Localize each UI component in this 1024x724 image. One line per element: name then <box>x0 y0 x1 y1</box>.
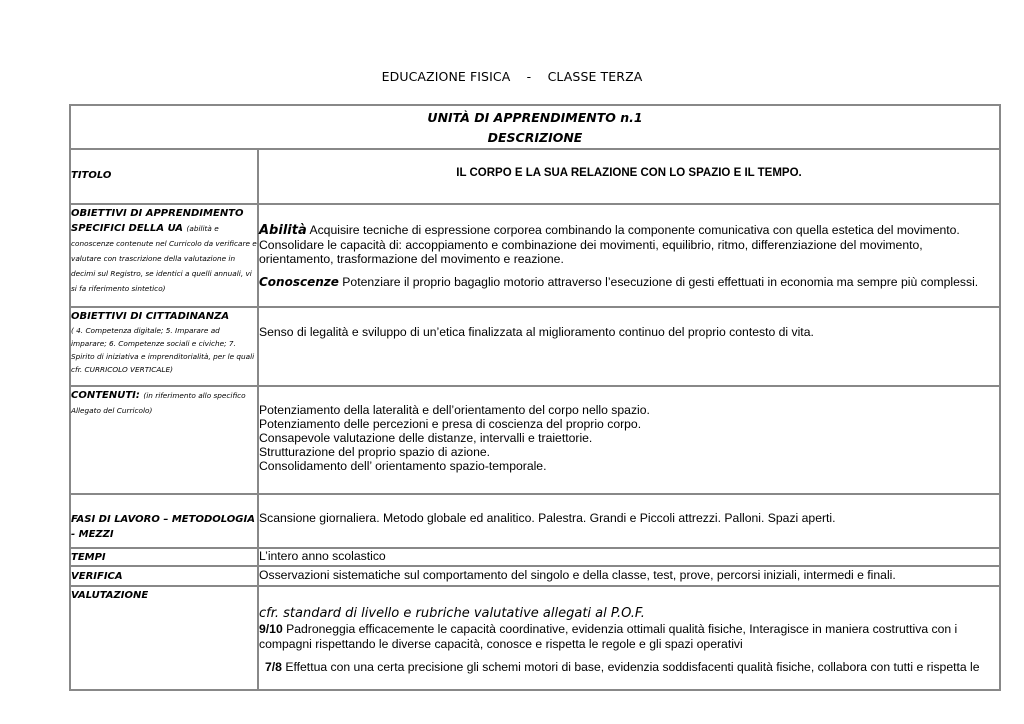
unit-title: UNITÀ DI APPRENDIMENTO n.1 <box>427 110 643 125</box>
obiettivi-label-cell <box>70 204 258 307</box>
fasi-label: FASI DI LAVORO – METODOLOGIA - MEZZI <box>70 494 258 548</box>
abilita-text: Acquisire tecniche di espressione corporea combinando la componente comunicativa con quella estetica del movimento. Consolidare le capacità di: accoppiamento e combinazione dei movimenti, equilibrio, ritmo, differenziazione del movimento, orientamento, trasformazione del movimento e reazione. <box>259 223 960 266</box>
grade-paragraph-7-8 <box>259 660 999 675</box>
obiettivi-content <box>258 204 1000 307</box>
conoscenze-text: Potenziare il proprio bagaglio motorio attraverso l’esecuzione di gesti effettuati in economia ma sempre più complessi. <box>342 275 979 289</box>
grade-7-8-text: Effettua con una certa precisione gli schemi motori di base, evidenzia soddisfacenti qualità fisiche, collabora con tutti e rispetta le <box>285 660 980 674</box>
verifica-label: VERIFICA <box>70 566 258 586</box>
unit-table <box>69 104 1001 691</box>
contenuti-label: CONTENUTI: <box>71 390 140 401</box>
contenuti-item: Strutturazione del proprio spazio di azione. <box>259 445 491 459</box>
contenuti-item: Potenziamento della lateralità e dell’orientamento del corpo nello spazio. <box>259 403 650 417</box>
unit-header-cell <box>70 105 1000 149</box>
obiettivi-label: OBIETTIVI DI APPRENDIMENTO SPECIFICI DELLA UA <box>71 208 244 234</box>
contenuti-label-cell <box>70 386 258 494</box>
title-separator: - <box>526 69 532 84</box>
tempi-row <box>70 548 1000 566</box>
class-title: CLASSE TERZA <box>547 69 643 84</box>
grade-9-10: 9/10 <box>259 622 283 636</box>
cittadinanza-label-cell <box>70 307 258 386</box>
abilita-label: Abilità <box>259 223 307 238</box>
unit-header-row <box>70 105 1000 149</box>
titolo-row <box>70 149 1000 204</box>
verifica-row <box>70 566 1000 586</box>
cittadinanza-note: ( 4. Competenza digitale; 5. Imparare ad imparare; 6. Competenze sociali e civiche; 7. Spirito di iniziativa e imprenditorialità, per le quali cfr. CURRICOLO VERTICALE) <box>71 326 255 374</box>
subject-title: EDUCAZIONE FISICA <box>381 69 511 84</box>
titolo-value: IL CORPO E LA SUA RELAZIONE CON LO SPAZIO E IL TEMPO. <box>258 149 1000 204</box>
abilita-paragraph <box>259 223 999 266</box>
valutazione-label: VALUTAZIONE <box>70 586 258 690</box>
conoscenze-label: Conoscenze <box>259 275 339 289</box>
valutazione-row <box>70 586 1000 690</box>
grade-paragraph-9-10 <box>259 622 999 652</box>
verifica-value: Osservazioni sistematiche sul comportamento del singolo e della classe, test, prove, percorsi iniziali, intermedi e finali. <box>258 566 1000 586</box>
unit-subtitle: DESCRIZIONE <box>487 130 583 145</box>
contenuti-note: (in riferimento allo specifico Allegato del Curricolo) <box>71 391 246 415</box>
cittadinanza-value: Senso di legalità e sviluppo di un’etica finalizzata al miglioramento continuo del proprio contesto di vita. <box>258 307 1000 386</box>
fasi-row <box>70 494 1000 548</box>
obiettivi-row <box>70 204 1000 307</box>
titolo-label: TITOLO <box>70 149 258 204</box>
cittadinanza-label: OBIETTIVI DI CITTADINANZA <box>71 311 230 322</box>
contenuti-row <box>70 386 1000 494</box>
page-title <box>0 69 1024 84</box>
fasi-value: Scansione giornaliera. Metodo globale ed analitico. Palestra. Grandi e Piccoli attrezzi. Palloni. Spazi aperti. <box>258 494 1000 548</box>
tempi-label: TEMPI <box>70 548 258 566</box>
contenuti-list <box>258 386 1000 494</box>
contenuti-item: Potenziamento delle percezioni e presa di coscienza del proprio corpo. <box>259 417 642 431</box>
obiettivi-note: (abilità e conoscenze contenute nel Curricolo da verificare e valutare con trascrizione della valutazione in decimi sul Registro, se identici a quelli annuali, vi si fa riferimento sintetico) <box>71 224 257 293</box>
valutazione-intro: cfr. standard di livello e rubriche valutative allegati al P.O.F. <box>259 606 645 621</box>
tempi-value: L’intero anno scolastico <box>258 548 1000 566</box>
conoscenze-paragraph <box>259 275 999 289</box>
cittadinanza-row <box>70 307 1000 386</box>
contenuti-item: Consapevole valutazione delle distanze, intervalli e traiettorie. <box>259 431 593 445</box>
valutazione-content <box>258 586 1000 690</box>
contenuti-item: Consolidamento dell’ orientamento spazio-temporale. <box>259 459 547 473</box>
grade-9-10-text: Padroneggia efficacemente le capacità coordinative, evidenzia ottimali qualità fisiche, Interagisce in maniera costruttiva con i compagni rispettando le diverse capacità, conosce e rispetta le regole e gli spazi operativi <box>259 622 958 651</box>
grade-7-8: 7/8 <box>265 660 282 674</box>
